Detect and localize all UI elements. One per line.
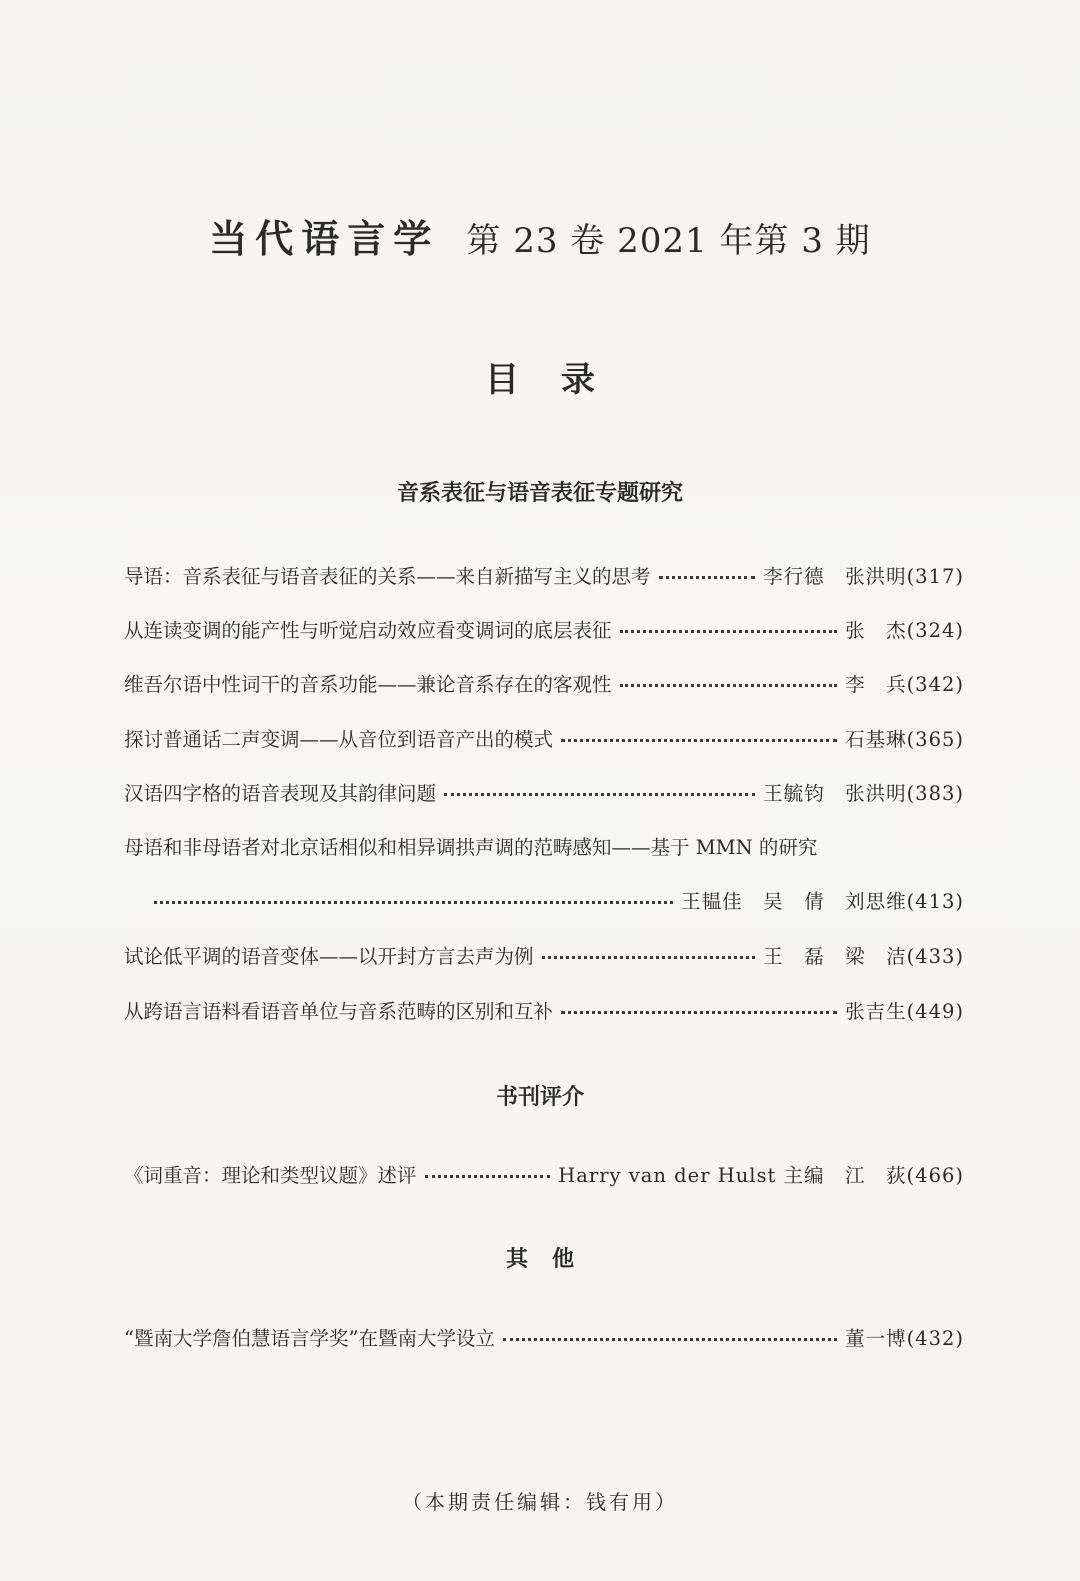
toc-title: 目录 <box>485 360 637 400</box>
entry-title: 维吾尔语中性词干的音系功能——兼论音系存在的客观性 <box>124 673 612 696</box>
issue-editor-note: （本期责任编辑：钱有用） <box>402 1490 678 1514</box>
toc-entry[interactable] <box>124 1159 964 1189</box>
toc-entry[interactable] <box>124 1322 964 1352</box>
leader-dots <box>444 793 755 796</box>
toc-entry-continuation[interactable] <box>154 885 964 915</box>
toc-entry[interactable] <box>124 940 964 970</box>
toc-entry[interactable] <box>124 723 964 753</box>
entry-authors: 董一博(432) <box>845 1327 964 1350</box>
entry-title: 母语和非母语者对北京话相似和相异调拱声调的范畴感知——基于 MMN 的研究 <box>124 836 818 859</box>
entry-title: 试论低平调的语音变体——以开封方言去声为例 <box>124 945 534 968</box>
leader-dots <box>561 1011 837 1014</box>
entry-title: “暨南大学詹伯慧语言学奖”在暨南大学设立 <box>124 1327 495 1350</box>
entry-authors: 王韫佳 吴 倩 刘思维(413) <box>681 890 964 913</box>
leader-dots <box>561 739 837 742</box>
leader-dots <box>154 901 673 904</box>
entry-title: 从连读变调的能产性与听觉启动效应看变调词的底层表征 <box>124 619 612 642</box>
section-title-reviews: 书刊评介 <box>495 1085 584 1110</box>
entry-title: 导语：音系表征与语音表征的关系——来自新描写主义的思考 <box>124 565 651 588</box>
journal-name: 当代语言学 <box>209 217 440 261</box>
entry-authors: 王 磊 梁 洁(433) <box>763 945 964 968</box>
leader-dots <box>659 576 756 579</box>
leader-dots <box>503 1338 837 1341</box>
entry-authors: 李 兵(342) <box>845 673 964 696</box>
entry-title: 从跨语言语料看语音单位与音系范畴的区别和互补 <box>124 1000 554 1023</box>
entry-title: 探讨普通话二声变调——从音位到语音产出的模式 <box>124 728 554 751</box>
leader-dots <box>425 1175 551 1178</box>
entry-authors: 石基琳(365) <box>845 728 964 751</box>
entry-title: 《词重音：理论和类型议题》述评 <box>124 1164 417 1187</box>
entry-authors: Harry van der Hulst 主编 江 荻(466) <box>558 1164 964 1187</box>
journal-header <box>0 208 1080 263</box>
toc-entry[interactable] <box>124 777 964 807</box>
toc-entry[interactable] <box>124 560 964 590</box>
entry-authors: 张吉生(449) <box>845 1000 964 1023</box>
section-title-phonology: 音系表征与语音表征专题研究 <box>396 481 683 506</box>
entry-title: 汉语四字格的语音表现及其韵律问题 <box>124 782 437 805</box>
leader-dots <box>542 956 756 959</box>
toc-entry[interactable] <box>124 614 964 644</box>
entry-authors: 张 杰(324) <box>845 619 964 642</box>
section-title-other: 其他 <box>505 1247 598 1272</box>
leader-dots <box>620 630 838 633</box>
issue-info: 第 23 卷 2021 年第 3 期 <box>466 221 871 261</box>
entry-authors: 李行德 张洪明(317) <box>763 565 964 588</box>
entry-authors: 王毓钧 张洪明(383) <box>763 782 964 805</box>
toc-entry[interactable] <box>124 668 964 698</box>
leader-dots <box>620 684 838 687</box>
toc-entry[interactable] <box>124 995 964 1025</box>
toc-entry-multiline[interactable] <box>124 831 964 861</box>
